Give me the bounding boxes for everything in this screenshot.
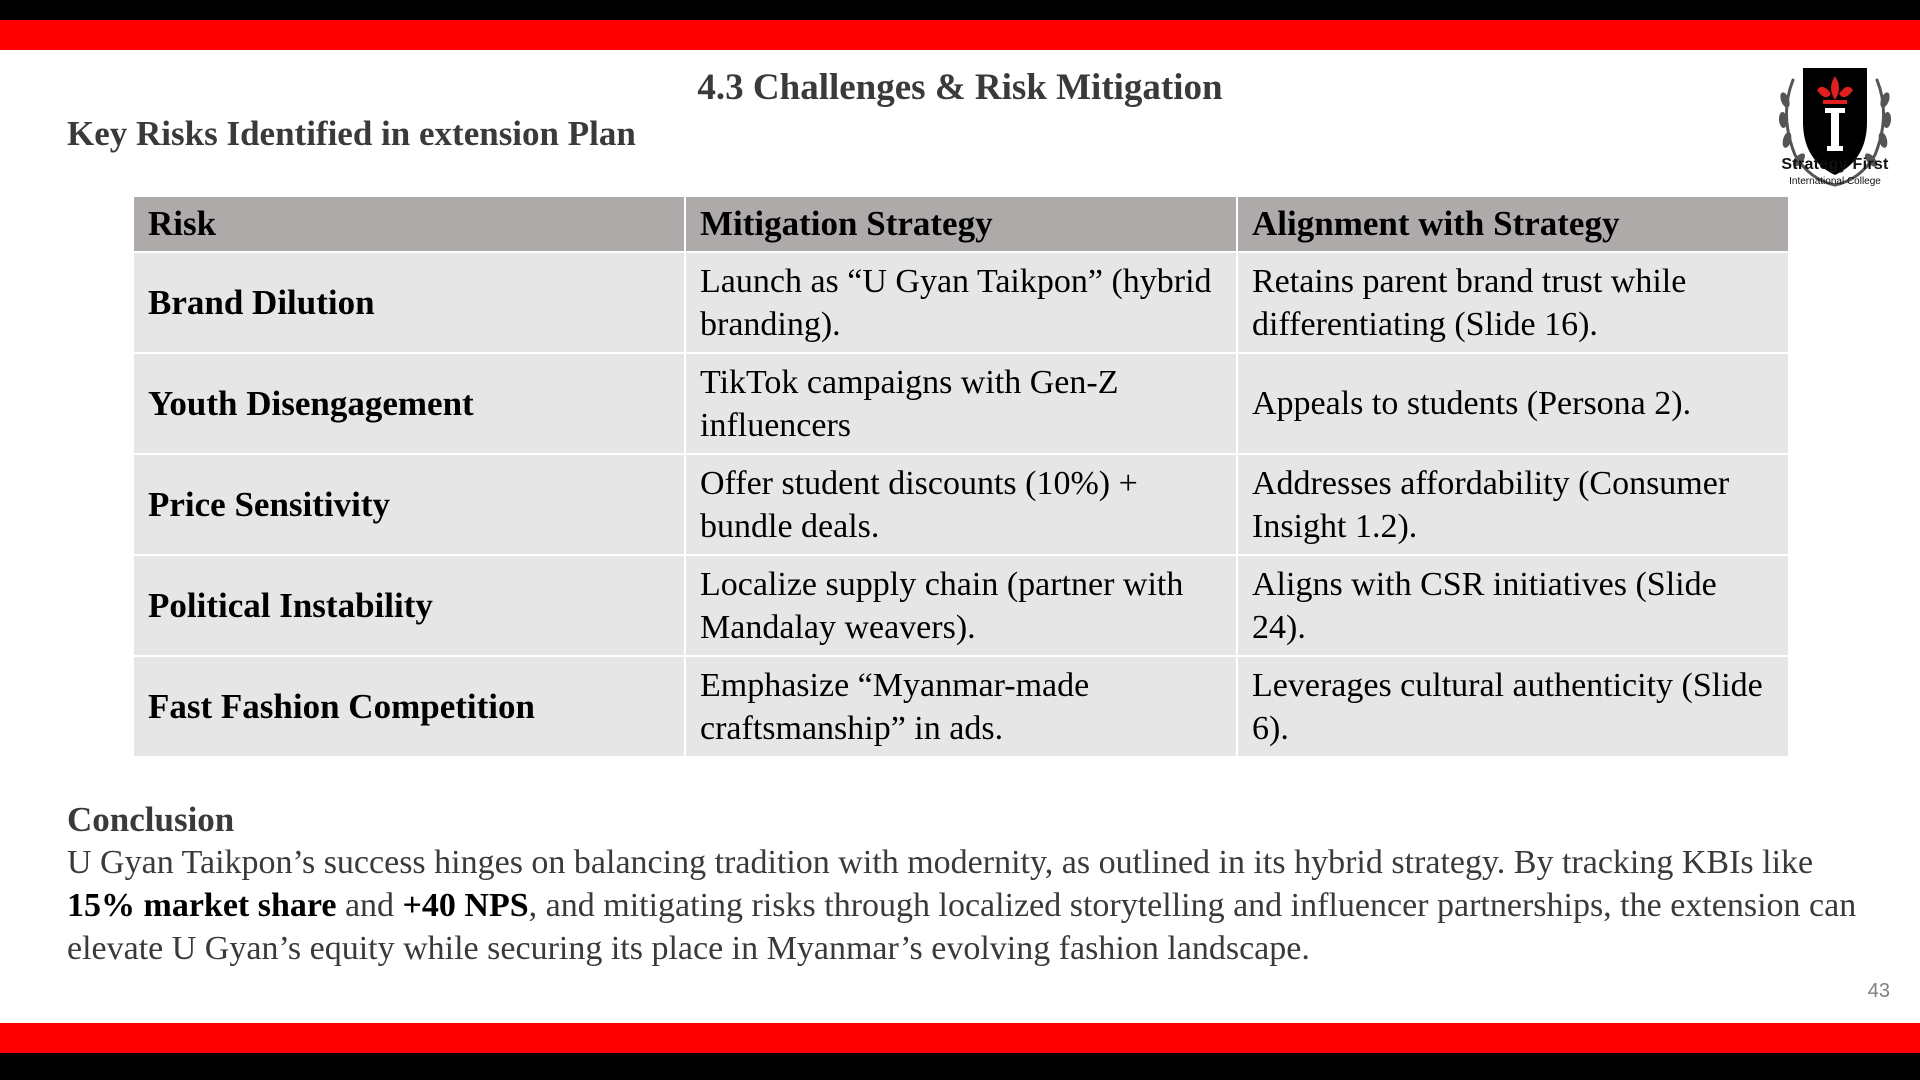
mitigation-cell: Offer student discounts (10%) + bundle deals. (685, 454, 1237, 555)
table-row (133, 353, 1789, 454)
conclusion-text-part: and (336, 887, 403, 924)
nps-highlight: +40 NPS (402, 887, 529, 924)
alignment-cell: Addresses affordability (Consumer Insight 1.2). (1237, 454, 1789, 555)
table-row (133, 656, 1789, 757)
conclusion-text-part: , and mitigating risks through localized storytelling and influencer partnerships, the extension can elevate U Gyan’s equity while securing its place in Myanmar’s evolving fashion landscape. (67, 887, 1857, 967)
slide-title: 4.3 Challenges & Risk Mitigation (697, 67, 1223, 108)
bottom-red-bar (0, 1023, 1920, 1053)
mitigation-cell: TikTok campaigns with Gen-Z influencers (685, 353, 1237, 454)
risk-table (132, 195, 1790, 758)
risk-cell: Youth Disengagement (133, 353, 685, 454)
header-risk: Risk (133, 196, 685, 252)
alignment-cell: Appeals to students (Persona 2). (1237, 353, 1789, 454)
table-header-row (133, 196, 1789, 252)
risk-cell: Brand Dilution (133, 252, 685, 353)
conclusion-text (67, 841, 1867, 970)
alignment-cell: Aligns with CSR initiatives (Slide 24). (1237, 555, 1789, 656)
logo-name: Strategy First (1781, 156, 1889, 173)
conclusion-text-part: U Gyan Taikpon’s success hinges on balancing tradition with modernity, as outlined in its hybrid strategy. By tracking KBIs like (67, 844, 1814, 881)
table-row (133, 252, 1789, 353)
conclusion-heading: Conclusion (67, 800, 235, 839)
market-share-highlight: 15% market share (67, 887, 337, 924)
alignment-cell: Retains parent brand trust while differentiating (Slide 16). (1237, 252, 1789, 353)
mitigation-cell: Launch as “U Gyan Taikpon” (hybrid branding). (685, 252, 1237, 353)
header-mitigation: Mitigation Strategy (685, 196, 1237, 252)
risk-cell: Price Sensitivity (133, 454, 685, 555)
risk-cell: Political Instability (133, 555, 685, 656)
table-row (133, 454, 1789, 555)
bottom-black-bar (0, 1053, 1920, 1080)
top-black-bar (0, 0, 1920, 20)
top-red-bar (0, 20, 1920, 50)
page-number: 43 (1867, 980, 1890, 1002)
alignment-cell: Leverages cultural authenticity (Slide 6). (1237, 656, 1789, 757)
header-alignment: Alignment with Strategy (1237, 196, 1789, 252)
table-row (133, 555, 1789, 656)
slide-subtitle: Key Risks Identified in extension Plan (67, 114, 636, 153)
risk-cell: Fast Fashion Competition (133, 656, 685, 757)
mitigation-cell: Localize supply chain (partner with Mandalay weavers). (685, 555, 1237, 656)
conclusion-section (67, 798, 1867, 970)
logo-tagline: International College (1789, 176, 1881, 187)
mitigation-cell: Emphasize “Myanmar-made craftsmanship” in ads. (685, 656, 1237, 757)
